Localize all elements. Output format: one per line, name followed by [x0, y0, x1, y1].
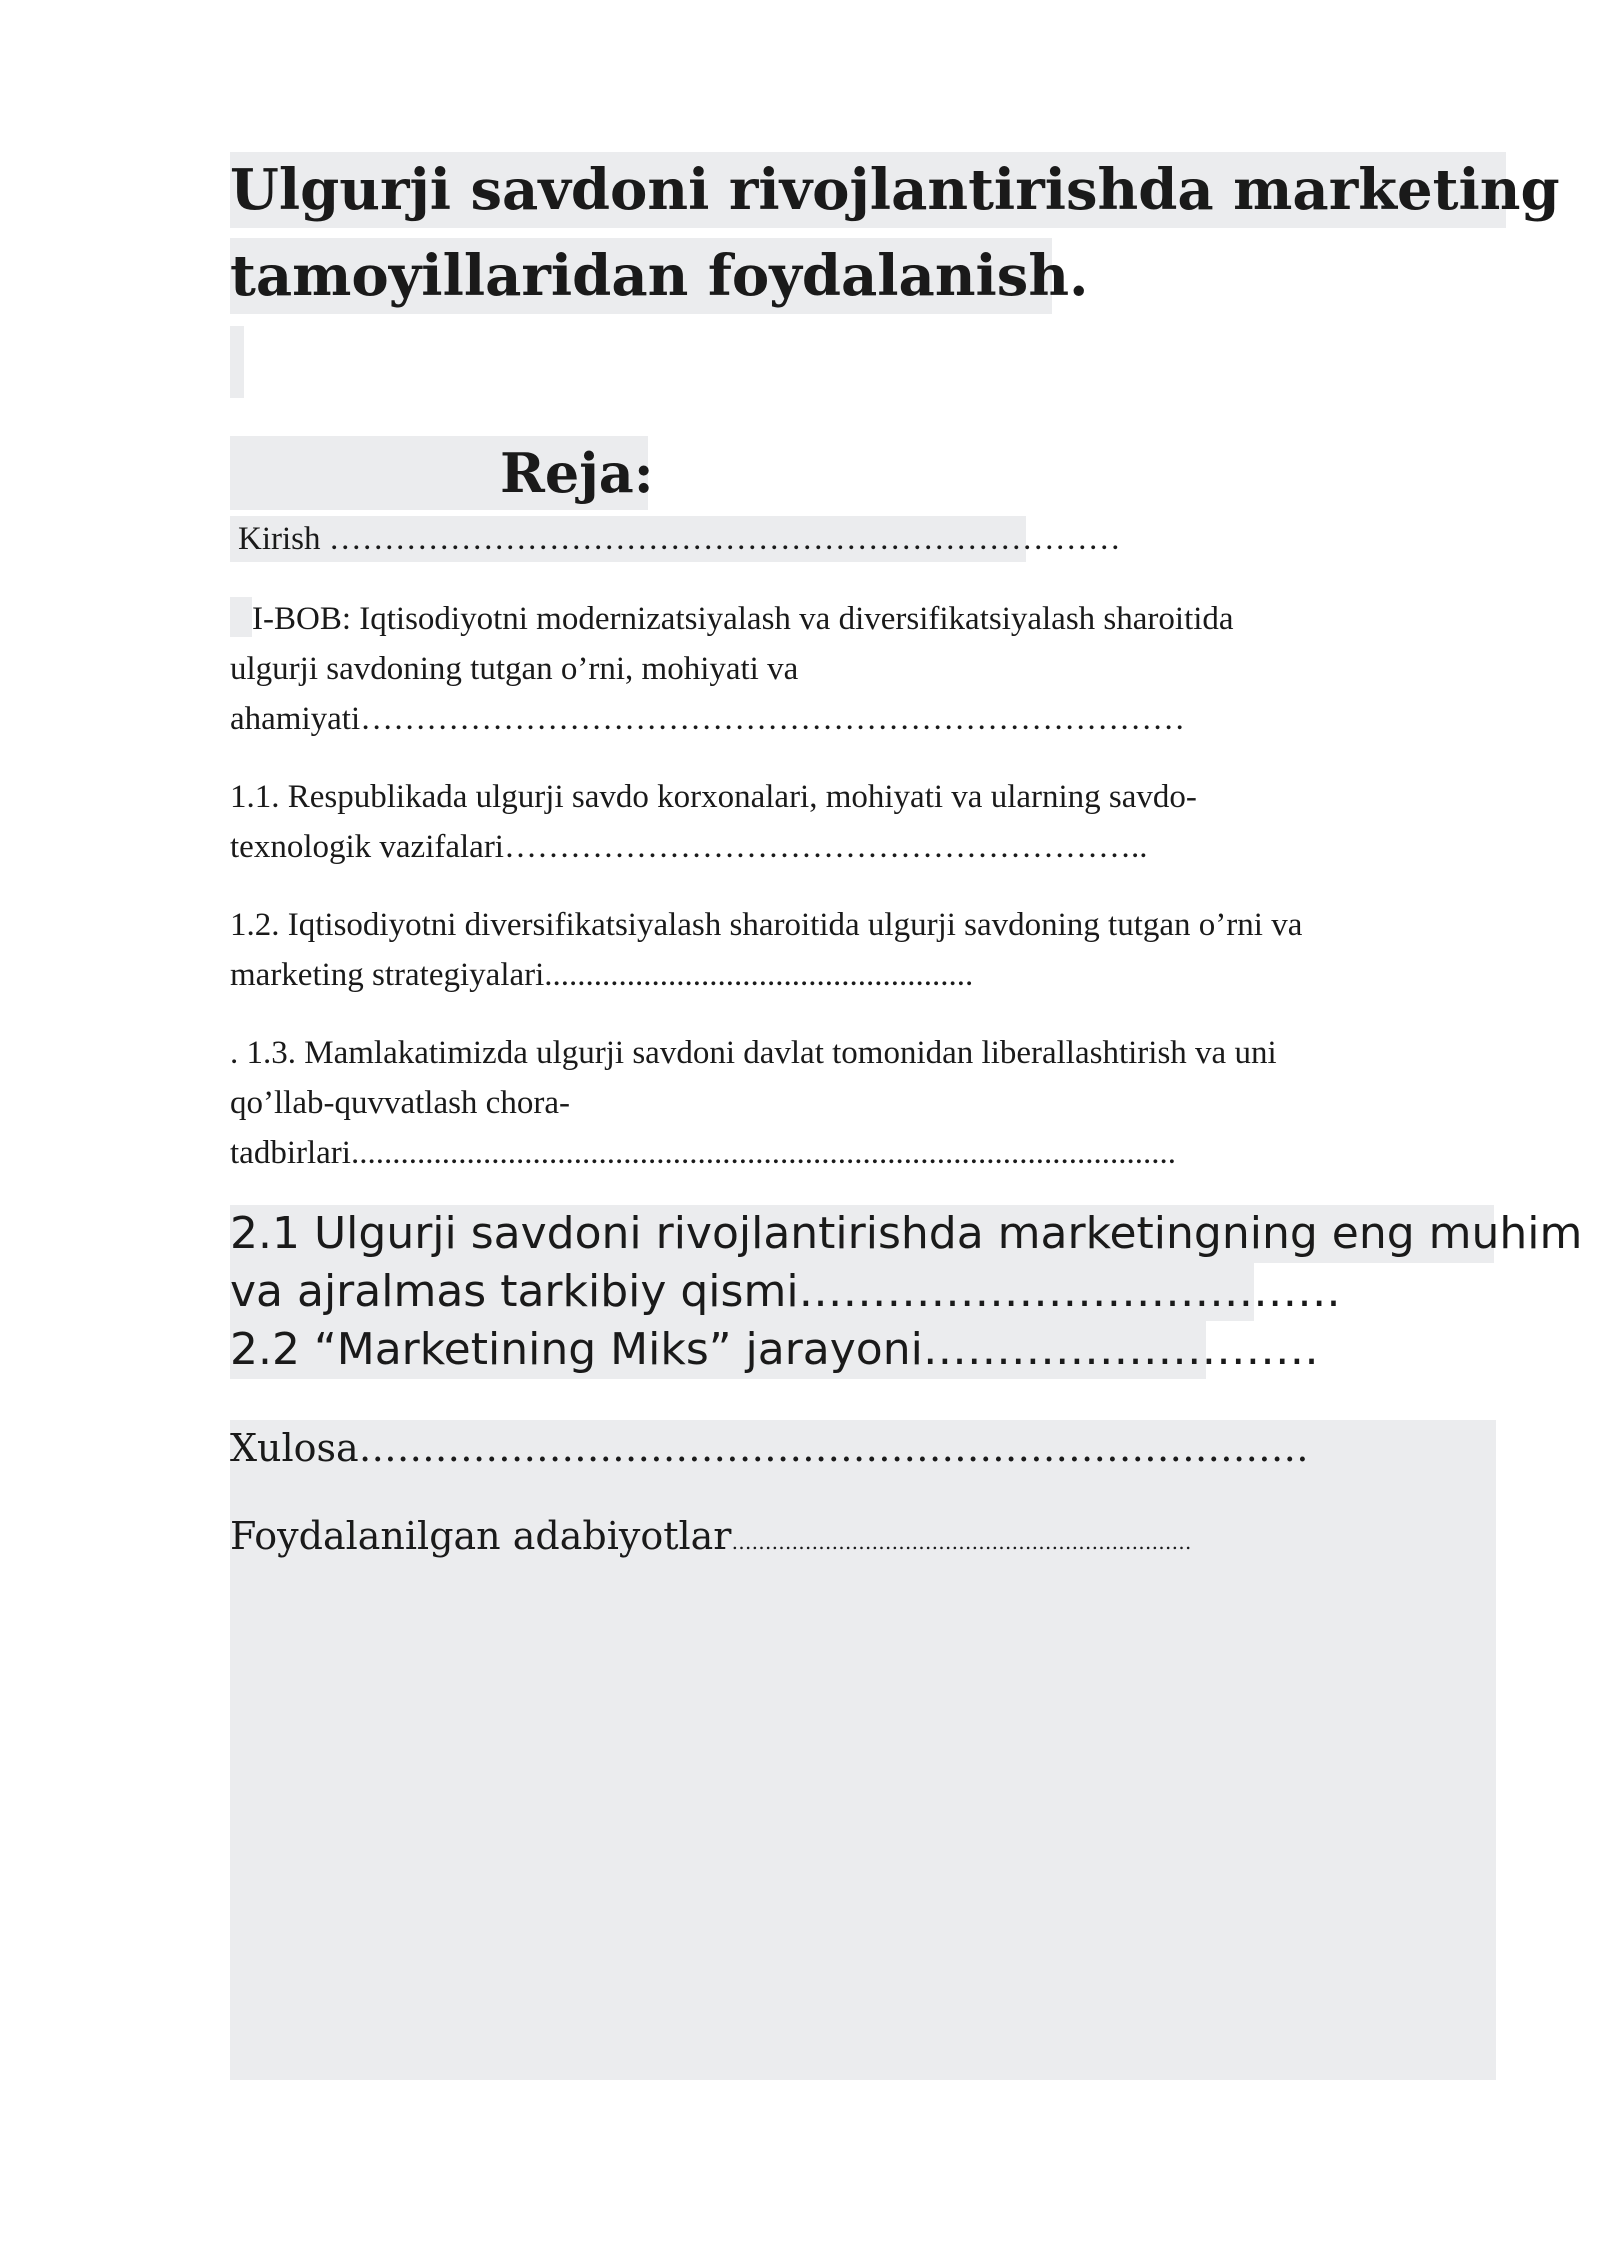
plan-heading: Reja:	[500, 441, 654, 505]
empty-highlighted-paragraph	[230, 326, 244, 398]
toc-chapter-1-line-1	[230, 594, 1234, 644]
toc-1-1-line-1: 1.1. Respublikada ulgurji savdo korxonalari, mohiyati va ularning savdo-	[230, 779, 1197, 815]
toc-entry-1-2	[230, 900, 1302, 1000]
toc-1-1-line-2: texnologik vazifalari…………………………………………………..	[230, 829, 1148, 865]
indent-highlight	[230, 597, 252, 637]
toc-chapter-1-text-1: I-BOB: Iqtisodiyotni modernizatsiyalash va diversifikatsiyalash sharoitida	[252, 601, 1234, 637]
references-leader-dots: ……………………………………………………………	[731, 1530, 1192, 1554]
toc-entry-2-2: 2.2 “Marketining Miks” jarayoni………………………	[230, 1321, 1206, 1379]
toc-entry-kirish: Kirish ………………………………………………………………	[230, 516, 1026, 562]
toc-1-3-line-1: . 1.3. Mamlakatimizda ulgurji savdoni davlat tomonidan liberallashtirish va uni	[230, 1035, 1277, 1071]
toc-1-2-line-1: 1.2. Iqtisodiyotni diversifikatsiyalash sharoitida ulgurji savdoning tutgan o’rni va	[230, 907, 1303, 943]
toc-chapter-1-line-3: ahamiyati…………………………………………………………………	[230, 701, 1186, 737]
document-title-line-2: tamoyillaridan foydalanish.	[230, 238, 1052, 314]
plan-heading-block	[230, 436, 654, 510]
toc-1-2-line-2: marketing strategiyalari....................................................	[230, 957, 974, 993]
toc-entry-1-1	[230, 772, 1197, 872]
document-title-line-1: Ulgurji savdoni rivojlantirishda marketing	[230, 152, 1506, 228]
references-label: Foydalanilgan adabiyotlar	[230, 1514, 732, 1558]
toc-1-3-line-3: tadbirlari....................................................................................................	[230, 1135, 1176, 1171]
toc-1-3-line-2: qo’llab-quvvatlash chora-	[230, 1085, 570, 1121]
toc-2-1-line-2: va ajralmas tarkibiy qismi……………………………….	[230, 1263, 1254, 1321]
toc-entry-references	[230, 1508, 1191, 1570]
toc-entry-chapter-1	[230, 594, 1234, 744]
toc-entry-1-3	[230, 1028, 1277, 1178]
toc-2-1-line-1: 2.1 Ulgurji savdoni rivojlantirishda marketingning eng muhim	[230, 1205, 1494, 1263]
toc-chapter-1-line-2: ulgurji savdoning tutgan o’rni, mohiyati va	[230, 651, 799, 687]
toc-entry-xulosa: Xulosa…………………………………………………………………	[230, 1426, 1309, 1470]
